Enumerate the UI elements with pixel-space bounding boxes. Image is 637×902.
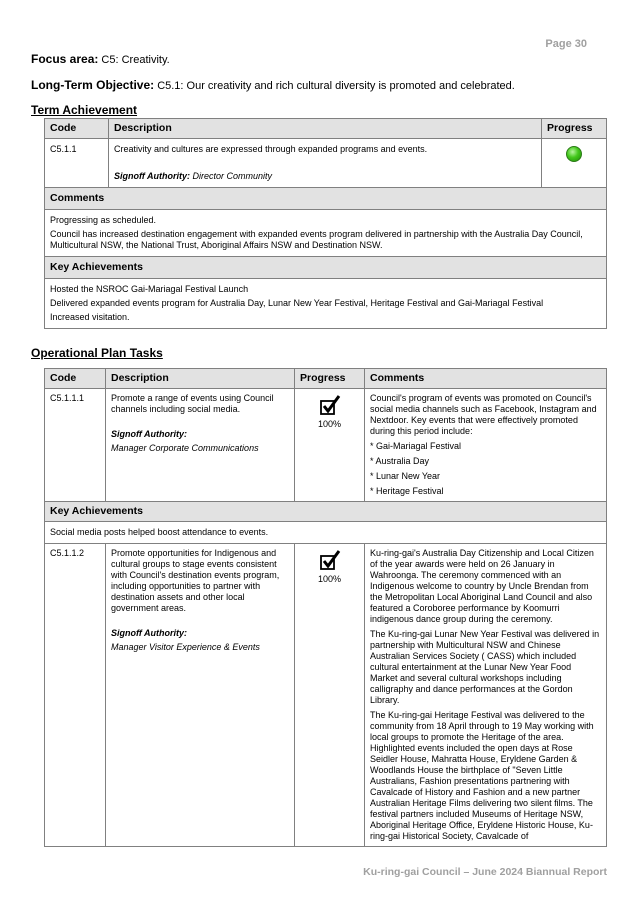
col-progress: Progress <box>295 369 365 389</box>
term-progress-cell <box>542 139 607 188</box>
task-code: C5.1.1.2 <box>45 544 106 847</box>
comments-row <box>45 210 607 257</box>
comment-paragraph: The Ku-ring-gai Heritage Festival was delivered to the community from 18 April through to 19 May working with local groups to promote the Heritage of the area. Highlighted events included the open days at Rose Seidler House, Mahratta House, Eryldene Garden & Woodlands House the birthplace of "Seven Little Australians, Fashion presentations partnering with Cavalcade of History and Fashion and a new partner Australian Heritage Films delivering two silent films. The festival partners included Museums of Heritage NSW, Aboriginal Heritage Office, Eryldene Historic House, Ku-ring-gai Historical Society, Cavalcade of <box>370 710 594 841</box>
objective-label: Long-Term Objective: <box>31 78 155 92</box>
term-description: Creativity and cultures are expressed through expanded programs and events. <box>114 144 428 154</box>
signoff-label: Signoff Authority: <box>111 429 187 439</box>
operational-plan-heading: Operational Plan Tasks <box>31 346 163 360</box>
comments-header: Comments <box>45 188 607 210</box>
focus-area-label: Focus area: <box>31 52 99 66</box>
checkbox-checked-icon <box>319 550 341 572</box>
comment-bullet: * Lunar New Year <box>370 471 441 481</box>
task-description-cell <box>106 389 295 502</box>
comments-header-row <box>45 188 607 210</box>
key-achievements-header: Key Achievements <box>45 257 607 279</box>
term-code: C5.1.1 <box>45 139 109 188</box>
operational-plan-table <box>44 368 607 847</box>
comment-text: Progressing as scheduled. <box>50 215 157 225</box>
comment-text: Council has increased destination engagement with expanded events program delivered in partnership with the Australia Day Council, Multicultural NSW, the National Trust, Aboriginal Affairs NSW and Destination NSW. <box>50 229 583 250</box>
table-row <box>45 544 607 847</box>
comment-paragraph: The Ku-ring-gai Lunar New Year Festival was delivered in partnership with Multicultural NSW and Chinese Australian Services Society ( CASS) which included cultural entertainment at the Lunar New Year Food Market and several cultural workshops including calligraphy and dance performances at the Gordon Library. <box>370 629 600 705</box>
col-code: Code <box>45 369 106 389</box>
page-number: Page 30 <box>545 38 587 50</box>
table-row <box>45 139 607 188</box>
signoff-value: Manager Corporate Communications <box>111 443 259 453</box>
progress-percent: 100% <box>317 419 342 429</box>
objective-value: C5.1: Our creativity and rich cultural diversity is promoted and celebrated. <box>157 80 515 92</box>
comment-text: Council's program of events was promoted on Council's social media channels such as Facebook, Instagram and Nextdoor. Key events that were effectively promoted during this period include: <box>370 393 597 436</box>
task-comments-cell <box>365 389 607 502</box>
long-term-objective <box>31 78 515 92</box>
achievement-item: Delivered expanded events program for Australia Day, Lunar New Year Festival, Heritage Festival and Gai-Mariagal Festival <box>50 298 544 308</box>
col-description: Description <box>106 369 295 389</box>
key-achievements-header-row <box>45 502 607 522</box>
task-comments-cell <box>365 544 607 847</box>
table-row <box>45 389 607 502</box>
key-achievement-row <box>45 522 607 544</box>
achievements-row <box>45 279 607 329</box>
col-code: Code <box>45 119 109 139</box>
progress-percent: 100% <box>317 574 342 584</box>
achievement-item: Hosted the NSROC Gai-Mariagal Festival Launch <box>50 284 249 294</box>
signoff-label: Signoff Authority: <box>111 628 187 638</box>
op-header-row <box>45 369 607 389</box>
achievement-item: Increased visitation. <box>50 312 130 322</box>
checkbox-checked-icon <box>319 395 341 417</box>
signoff-label: Signoff Authority: <box>114 171 190 181</box>
col-description: Description <box>109 119 542 139</box>
term-achievement-heading: Term Achievement <box>31 103 138 117</box>
task-description: Promote opportunities for Indigenous and cultural groups to stage events consistent with Council's destination events program, including opportunities to partner with destination assets and other local government areas. <box>111 548 280 613</box>
comments-cell <box>45 210 607 257</box>
col-comments: Comments <box>365 369 607 389</box>
achievements-header-row <box>45 257 607 279</box>
term-header-row <box>45 119 607 139</box>
signoff-value: Director Community <box>192 171 273 181</box>
comment-paragraph: Ku-ring-gai's Australia Day Citizenship and Local Citizen of the year awards were held on 26 January in Wahroonga. The ceremony commenced with an Indigenous welcome to country by Uncle Brendan from the Metropolitan Local Aboriginal Land Council and also featured a Coroboree performance by Koomurri indigenous dance group during the ceremony. <box>370 548 594 624</box>
achievements-cell <box>45 279 607 329</box>
focus-area-value: C5: Creativity. <box>101 54 170 66</box>
term-achievement-table <box>44 118 607 329</box>
task-progress-cell <box>295 544 365 847</box>
comment-bullet: * Australia Day <box>370 456 430 466</box>
report-footer: Ku-ring-gai Council – June 2024 Biannual Report <box>363 866 607 878</box>
key-achievement-text: Social media posts helped boost attendance to events. <box>45 522 607 544</box>
term-description-cell <box>109 139 542 188</box>
signoff-value: Manager Visitor Experience & Events <box>111 642 260 652</box>
green-status-icon <box>566 146 582 162</box>
comment-bullet: * Heritage Festival <box>370 486 444 496</box>
term-signoff <box>114 171 536 182</box>
key-achievements-header: Key Achievements <box>45 502 607 522</box>
task-progress-cell <box>295 389 365 502</box>
col-progress: Progress <box>542 119 607 139</box>
task-description: Promote a range of events using Council channels including social media. <box>111 393 274 414</box>
task-description-cell <box>106 544 295 847</box>
comment-bullet: * Gai-Mariagal Festival <box>370 441 462 451</box>
task-code: C5.1.1.1 <box>45 389 106 502</box>
focus-area <box>31 52 170 66</box>
